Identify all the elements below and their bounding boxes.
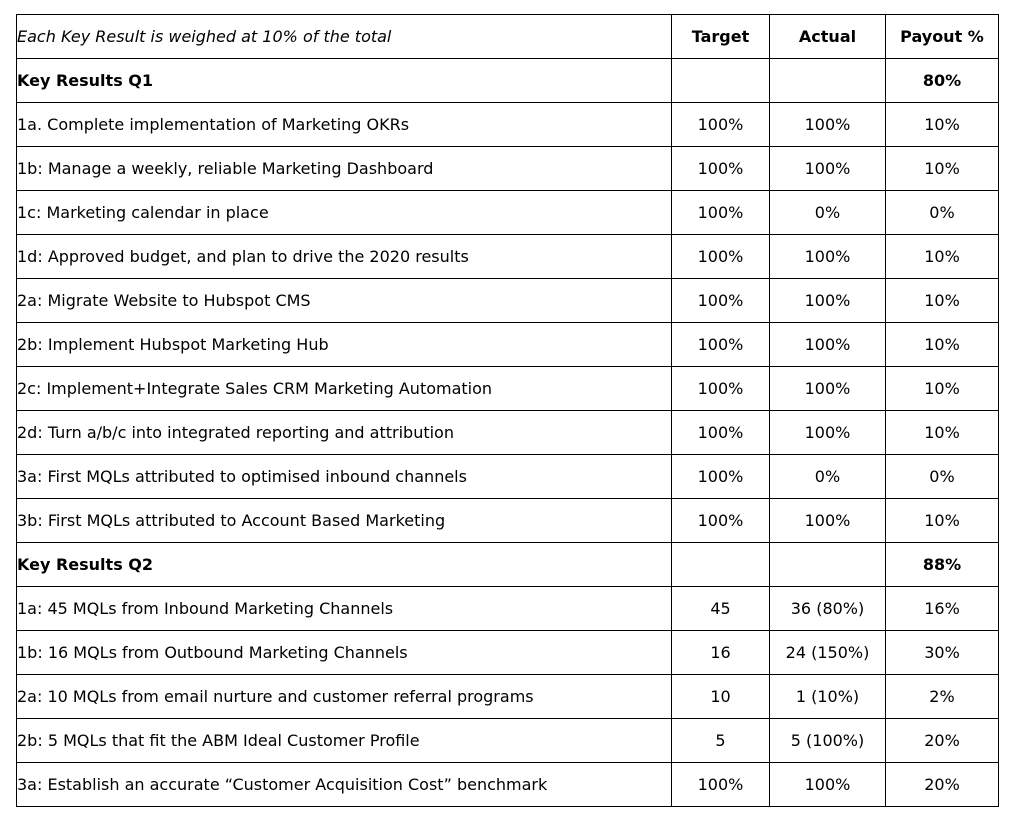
target-value: 100% xyxy=(672,235,770,279)
payout-value: 0% xyxy=(886,455,999,499)
actual-value: 0% xyxy=(770,191,886,235)
key-result-description: 2b: 5 MQLs that fit the ABM Ideal Customer Profile xyxy=(17,719,672,763)
target-value: 45 xyxy=(672,587,770,631)
target-value: 100% xyxy=(672,191,770,235)
actual-value: 100% xyxy=(770,367,886,411)
actual-value: 100% xyxy=(770,147,886,191)
target-value: 100% xyxy=(672,147,770,191)
key-result-description: 2a: Migrate Website to Hubspot CMS xyxy=(17,279,672,323)
table-row xyxy=(17,631,999,675)
key-result-description: 1c: Marketing calendar in place xyxy=(17,191,672,235)
okr-table xyxy=(16,14,999,807)
target-value: 16 xyxy=(672,631,770,675)
payout-value: 10% xyxy=(886,367,999,411)
actual-value: 36 (80%) xyxy=(770,587,886,631)
key-result-description: 2c: Implement+Integrate Sales CRM Marketing Automation xyxy=(17,367,672,411)
actual-value: 100% xyxy=(770,323,886,367)
section-payout: 88% xyxy=(886,543,999,587)
header-row xyxy=(17,15,999,59)
table-row xyxy=(17,763,999,807)
table-row xyxy=(17,235,999,279)
payout-value: 20% xyxy=(886,763,999,807)
table-row xyxy=(17,587,999,631)
key-result-description: 3a: First MQLs attributed to optimised inbound channels xyxy=(17,455,672,499)
key-result-description: 1a: 45 MQLs from Inbound Marketing Channels xyxy=(17,587,672,631)
table-row xyxy=(17,455,999,499)
key-result-description: 1d: Approved budget, and plan to drive the 2020 results xyxy=(17,235,672,279)
table-row xyxy=(17,411,999,455)
table-row xyxy=(17,323,999,367)
table-row xyxy=(17,719,999,763)
target-value: 5 xyxy=(672,719,770,763)
target-value: 100% xyxy=(672,279,770,323)
actual-value: 100% xyxy=(770,763,886,807)
payout-value: 10% xyxy=(886,323,999,367)
section-payout: 80% xyxy=(886,59,999,103)
actual-header: Actual xyxy=(770,15,886,59)
actual-value: 5 (100%) xyxy=(770,719,886,763)
payout-value: 0% xyxy=(886,191,999,235)
key-result-description: 1b: Manage a weekly, reliable Marketing Dashboard xyxy=(17,147,672,191)
table-row xyxy=(17,367,999,411)
table-row xyxy=(17,675,999,719)
actual-value: 0% xyxy=(770,455,886,499)
target-value: 100% xyxy=(672,411,770,455)
payout-value: 16% xyxy=(886,587,999,631)
actual-value: 100% xyxy=(770,235,886,279)
target-value: 100% xyxy=(672,499,770,543)
table-row xyxy=(17,279,999,323)
table-row xyxy=(17,147,999,191)
section-row xyxy=(17,543,999,587)
actual-value: 100% xyxy=(770,499,886,543)
target-value: 100% xyxy=(672,103,770,147)
key-result-description: 3a: Establish an accurate “Customer Acquisition Cost” benchmark xyxy=(17,763,672,807)
payout-value: 10% xyxy=(886,411,999,455)
payout-value: 10% xyxy=(886,235,999,279)
key-result-description: 2b: Implement Hubspot Marketing Hub xyxy=(17,323,672,367)
actual-value: 100% xyxy=(770,103,886,147)
section-actual-cell xyxy=(770,59,886,103)
payout-value: 20% xyxy=(886,719,999,763)
payout-value: 10% xyxy=(886,279,999,323)
section-actual-cell xyxy=(770,543,886,587)
weighting-note: Each Key Result is weighed at 10% of the total xyxy=(17,15,672,59)
key-result-description: 2a: 10 MQLs from email nurture and customer referral programs xyxy=(17,675,672,719)
target-value: 100% xyxy=(672,763,770,807)
target-value: 100% xyxy=(672,455,770,499)
table-row xyxy=(17,191,999,235)
okr-table-body xyxy=(17,59,999,807)
actual-value: 100% xyxy=(770,279,886,323)
payout-value: 10% xyxy=(886,103,999,147)
payout-value: 2% xyxy=(886,675,999,719)
target-value: 100% xyxy=(672,323,770,367)
table-row xyxy=(17,499,999,543)
actual-value: 24 (150%) xyxy=(770,631,886,675)
payout-value: 10% xyxy=(886,147,999,191)
key-result-description: 3b: First MQLs attributed to Account Based Marketing xyxy=(17,499,672,543)
table-row xyxy=(17,103,999,147)
target-value: 100% xyxy=(672,367,770,411)
key-result-description: 1a. Complete implementation of Marketing OKRs xyxy=(17,103,672,147)
key-result-description: 1b: 16 MQLs from Outbound Marketing Channels xyxy=(17,631,672,675)
section-title: Key Results Q2 xyxy=(17,543,672,587)
key-result-description: 2d: Turn a/b/c into integrated reporting and attribution xyxy=(17,411,672,455)
payout-value: 30% xyxy=(886,631,999,675)
section-row xyxy=(17,59,999,103)
section-title: Key Results Q1 xyxy=(17,59,672,103)
actual-value: 100% xyxy=(770,411,886,455)
payout-header: Payout % xyxy=(886,15,999,59)
target-value: 10 xyxy=(672,675,770,719)
target-header: Target xyxy=(672,15,770,59)
payout-value: 10% xyxy=(886,499,999,543)
actual-value: 1 (10%) xyxy=(770,675,886,719)
section-target-cell xyxy=(672,59,770,103)
section-target-cell xyxy=(672,543,770,587)
